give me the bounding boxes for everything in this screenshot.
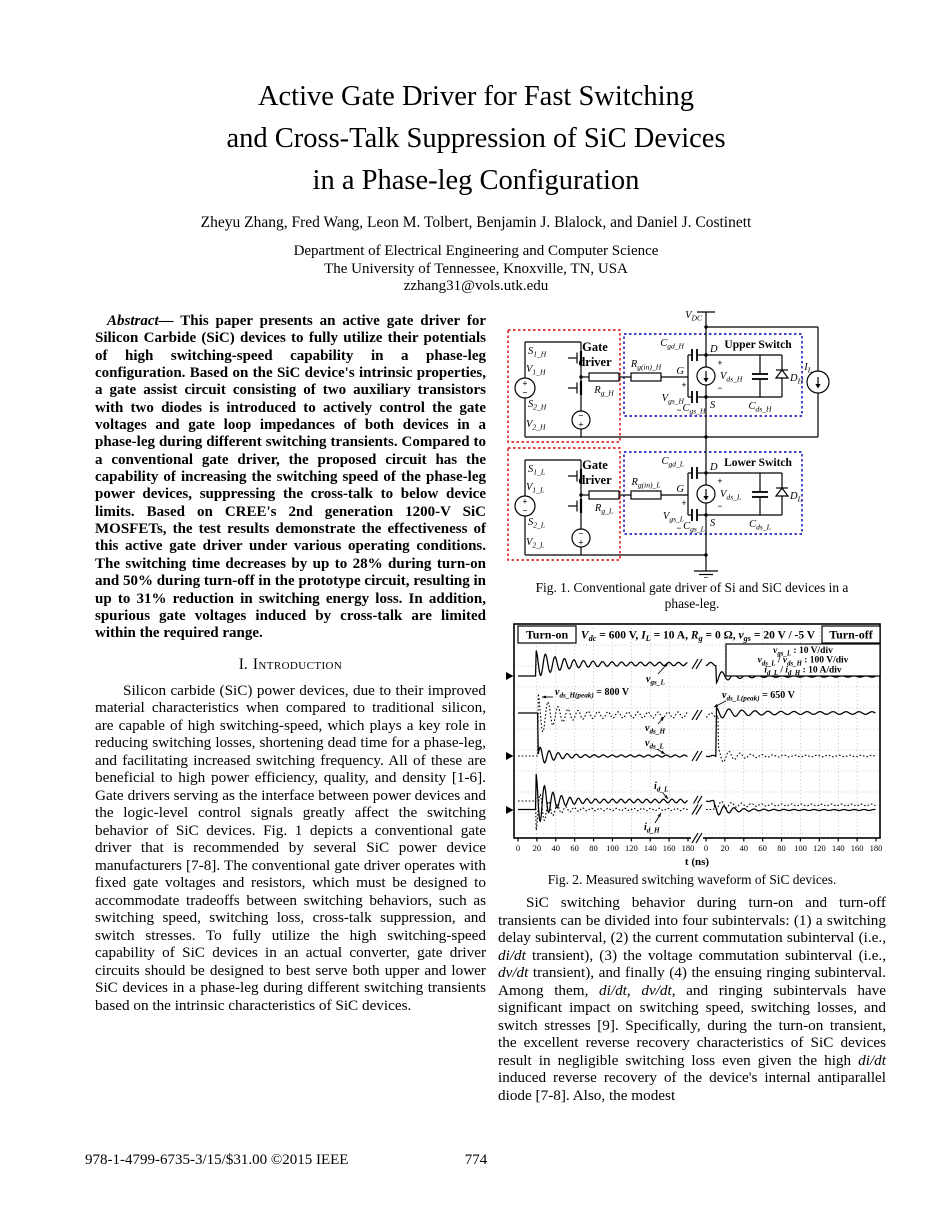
footer-copyright: 978-1-4799-6735-3/15/$31.00 ©2015 IEEE bbox=[85, 1152, 349, 1168]
fig2-x-tick: 80 bbox=[777, 843, 786, 853]
resistor-icon bbox=[589, 491, 619, 499]
fig2-conditions-label: $V_{dc} = 600$ V, $I_L = 10$ A, $R_g = 0$ Ω, $v_{gs} = 20$ V / -5 V bbox=[580, 629, 816, 644]
fig2-idl-label: $i_{d\_L}$ bbox=[654, 781, 669, 794]
affiliation-block bbox=[0, 243, 952, 296]
trace-id-l bbox=[518, 774, 687, 821]
right-column bbox=[498, 308, 886, 1104]
fig2-x-tick: 120 bbox=[624, 843, 638, 853]
fig2-turn-on-label: Turn-on bbox=[525, 627, 569, 642]
fig2-x-tick: 120 bbox=[812, 843, 826, 853]
fig2-x-tick: 100 bbox=[794, 843, 807, 853]
baseline-marker-icon bbox=[506, 672, 514, 680]
fig1-label-plus: + bbox=[681, 380, 687, 390]
fig2-vdsl-peak: $v_{ds\_L(peak)} = 650$ V bbox=[722, 690, 795, 703]
fig1-label-v2h: $V_{2\_H}$ bbox=[526, 419, 546, 432]
fig1-label-s2h: $S_{2\_H}$ bbox=[528, 399, 547, 412]
fig1-label-v2l: $V_{2\_L}$ bbox=[526, 537, 545, 550]
fig1-label-rginl: $R_{g(in)\_L}$ bbox=[631, 477, 661, 490]
fig1-label-s1l: $S_{1\_L}$ bbox=[528, 464, 545, 477]
figure-2 bbox=[498, 618, 886, 870]
fig1-label-dl: $D_L$ bbox=[790, 491, 802, 504]
fig1-label-minus: − bbox=[717, 383, 723, 393]
fig1-label-gate_driver_line2: driver bbox=[578, 355, 612, 369]
fig2-x-tick: 20 bbox=[720, 843, 730, 853]
fig1-label-cgsl: $C_{gs\_L}$ bbox=[683, 521, 705, 534]
fig2-x-tick: 20 bbox=[532, 843, 542, 853]
abstract-paragraph bbox=[95, 313, 486, 643]
fig2-vdsh-peak: $v_{ds\_H(peak)} = 800$ V bbox=[555, 687, 630, 700]
fig2-waveform-svg bbox=[498, 618, 886, 870]
resistor-icon bbox=[589, 373, 619, 381]
fig1-label-minus: − bbox=[717, 501, 723, 511]
fig1-label-plus: + bbox=[681, 498, 687, 508]
fig2-legend-line-1: $v_{ds\_L} / v_{ds\_H}$ : 100 V/div bbox=[757, 655, 849, 668]
discussion-paragraph: SiC switching behavior during turn-on and turn-off transients can be divided into four subintervals: (1) a switching delay subinterval, (2) the current commutation subinterval (i.e., di/dt transient), (3) the voltage commutation subinterval (i.e., dv/dt transient), and finally (4) the ensuing ringing subinterval. Among them, di/dt, dv/dt, and ringing subintervals have significant impact on switching speed, switching losses, and switch stresses [9]. Specifically, during the turn-on transient, the excellent reverse recovery characteristics of SiC devices result in negligible switching loss even given the high di/dt induced reverse recovery of the device's internal antiparallel diode [7-8]. Also, the modest bbox=[498, 894, 886, 1104]
fig1-label-cgsh: $C_{gs\_H}$ bbox=[682, 403, 706, 416]
fig2-x-tick: 100 bbox=[606, 843, 619, 853]
source-sign: + bbox=[578, 419, 584, 430]
fig1-label-v1l: $V_{1\_L}$ bbox=[526, 482, 545, 495]
fig2-x-tick: 0 bbox=[703, 843, 709, 853]
left-column bbox=[95, 313, 486, 1014]
source-sign: + bbox=[578, 537, 584, 548]
fig2-legend-line-0: $v_{gs\_L}$ : 10 V/div bbox=[773, 646, 833, 658]
trace-vds-h bbox=[706, 713, 875, 762]
fig2-x-axis-label: t (ns) bbox=[684, 856, 710, 868]
fig2-x-tick: 80 bbox=[589, 843, 598, 853]
fig1-label-drain: D bbox=[710, 462, 718, 473]
fig2-x-tick: 0 bbox=[515, 843, 521, 853]
fig2-x-tick: 40 bbox=[739, 843, 749, 853]
fig1-label-gate_driver_line1: Gate bbox=[582, 340, 608, 354]
diode-icon bbox=[776, 488, 788, 496]
fig2-x-tick: 180 bbox=[681, 843, 695, 853]
fig1-label-minus: − bbox=[676, 523, 682, 533]
title-line-3: in a Phase-leg Configuration bbox=[312, 165, 640, 196]
fig2-vdsl-label: $v_{ds\_L}$ bbox=[645, 738, 664, 751]
author-email: zzhang31@vols.utk.edu bbox=[403, 278, 549, 294]
intro-paragraph: Silicon carbide (SiC) power devices, due to their improved material characteristics when compared to traditional silicon, are capable of high switching-speed, which plays a key role in reducing switching losses, shortening dead time for a phase-leg, and facilitating increased switching frequency. All of these are beneficial to high power efficiency, quality, and density [1-6]. Gate drivers serving as the interface between power devices and the logic-level control signals greatly affect the switching behavior of SiC devices. Fig. 1 depicts a conventional gate driver that is recommended by several SiC power device manufacturers [7-8]. The conventional gate driver operates with fixed gate voltages and resistors, which must be designed to accommodate tradeoffs between switching behaviors, such as switching speed, switching loss, cross-talk suppression, and switch stresses. To fully utilize the high switching-speed capability of SiC devices in an actual converter, gate driver circuits should be designed to best serve both upper and lower SiC devices in a phase-leg during different switching transients based on the intrinsic characteristics of SiC devices. bbox=[95, 681, 486, 1014]
source-sign: + bbox=[522, 496, 528, 507]
fig2-turn-off-label: Turn-off bbox=[829, 627, 873, 642]
fig2-x-tick: 160 bbox=[662, 843, 676, 853]
fig1-label-il: $I_L$ bbox=[804, 362, 812, 375]
fig1-label-cdsl: $C_{ds\_L}$ bbox=[749, 519, 771, 532]
figure-1-caption: Fig. 1. Conventional gate driver of Si and SiC devices in a phase-leg. bbox=[535, 580, 849, 611]
fig1-label-dh: $D_H$ bbox=[790, 373, 804, 386]
abstract-label: Abstract— bbox=[107, 313, 174, 329]
fig1-label-s2l: $S_{2\_L}$ bbox=[528, 517, 545, 530]
fig1-label-vdsl: $V_{ds\_L}$ bbox=[720, 489, 742, 502]
fig1-label-plus: + bbox=[717, 476, 723, 486]
fig2-x-tick: 140 bbox=[643, 843, 657, 853]
diode-icon bbox=[776, 370, 788, 378]
footer-page-number: 774 bbox=[464, 1152, 488, 1168]
figure-1 bbox=[498, 308, 886, 578]
fig1-label-drain: D bbox=[710, 344, 718, 355]
fig2-idh-label: $i_{d\_H}$ bbox=[644, 822, 660, 835]
title-line-2: and Cross-Talk Suppression of SiC Devices bbox=[226, 123, 726, 154]
affiliation-line-2: The University of Tennessee, Knoxville, TN, USA bbox=[324, 260, 628, 277]
source-sign: − bbox=[578, 528, 584, 539]
fig2-x-tick: 60 bbox=[758, 843, 767, 853]
source-sign: + bbox=[522, 378, 528, 389]
intro-heading bbox=[95, 656, 486, 674]
fig1-label-rginh: $R_{g(in)\_H}$ bbox=[630, 359, 662, 372]
fig1-label-lower_switch: Lower Switch bbox=[724, 457, 792, 469]
source-sign: − bbox=[522, 387, 528, 398]
resistor-icon bbox=[631, 373, 661, 381]
source-sign: − bbox=[522, 505, 528, 516]
fig2-x-tick: 60 bbox=[570, 843, 579, 853]
fig1-circuit-svg bbox=[498, 308, 886, 578]
title-line-1: Active Gate Driver for Fast Switching bbox=[257, 81, 695, 112]
fig1-label-gate: G bbox=[676, 484, 684, 495]
trace-vds-l bbox=[706, 708, 875, 757]
fig1-label-vgsl: $V_{gs\_L}$ bbox=[662, 511, 684, 524]
fig1-label-vdsh: $V_{ds\_H}$ bbox=[720, 371, 743, 384]
fig1-label-cdsh: $C_{ds\_H}$ bbox=[748, 401, 772, 414]
fig2-x-tick: 40 bbox=[551, 843, 561, 853]
fig1-label-v1h: $V_{1\_H}$ bbox=[526, 364, 546, 377]
trace-vgs-l bbox=[518, 651, 687, 676]
fig1-label-gate_driver_line1: Gate bbox=[582, 458, 608, 472]
fig1-label-minus: − bbox=[676, 405, 682, 415]
fig1-label-source: S bbox=[710, 518, 716, 529]
fig1-label-vdc: $V_{DC}$ bbox=[685, 310, 702, 323]
fig2-x-tick: 140 bbox=[831, 843, 845, 853]
abstract-text: This paper presents an active gate driver for Silicon Carbide (SiC) devices to fully utilize their potentials of high switching-speed capability in a phase-leg configuration. Based on the SiC device's intrinsic properties, a gate assist circuit consisting of two auxiliary transistors with two diodes is introduced to actively control the gate voltages and gate loop impedances of both devices in a phase-leg during different switching transients. Compared to a conventional gate driver, the proposed circuit has the capability of increasing the switching speed of the phase-leg power devices, suppressing the cross-talk to below device limits. Based on CREE's 2nd generation 1200-V SiC MOSFETs, the test results demonstrate the effectiveness of this active gate driver under various operating conditions. The switching time decreases by up to 28% during turn-on and 50% during turn-off in the prototype circuit, resulting in up to 31% reduction in switching energy loss. In addition, spurious gate voltages induced by cross-talk are limited within the required range. bbox=[95, 313, 486, 642]
fig1-label-vgsh: $V_{gs\_H}$ bbox=[661, 393, 684, 406]
trace-vds-l bbox=[518, 713, 687, 763]
fig1-label-upper_switch: Upper Switch bbox=[724, 339, 792, 351]
section-title: Introduction bbox=[252, 655, 343, 673]
resistor-icon bbox=[631, 491, 661, 499]
fig2-x-tick: 180 bbox=[869, 843, 883, 853]
fig2-vdsh-label: $v_{ds\_H}$ bbox=[645, 723, 666, 736]
fig1-label-plus: + bbox=[717, 358, 723, 368]
trace-id-h bbox=[706, 801, 875, 809]
fig1-label-s1h: $S_{1\_H}$ bbox=[528, 346, 547, 359]
author-line: Zheyu Zhang, Fred Wang, Leon M. Tolbert, Benjamin J. Blalock, and Daniel J. Costinett bbox=[200, 214, 752, 231]
fig1-label-source: S bbox=[710, 400, 716, 411]
fig1-label-gate: G bbox=[676, 366, 684, 377]
fig1-label-cgdl: $C_{gd\_L}$ bbox=[661, 456, 684, 469]
fig2-vgs-label: $v_{gs\_L}$ bbox=[646, 674, 665, 687]
figure-2-caption: Fig. 2. Measured switching waveform of SiC devices. bbox=[547, 872, 837, 887]
source-sign: − bbox=[578, 410, 584, 421]
fig1-label-rgh: $R_{g\_H}$ bbox=[594, 385, 614, 398]
section-number: I. bbox=[238, 655, 248, 673]
paper-title bbox=[0, 76, 952, 202]
fig1-label-gate_driver_line2: driver bbox=[578, 473, 612, 487]
fig1-label-rgl: $R_{g\_L}$ bbox=[594, 503, 614, 516]
fig2-legend-line-2: $i_{d\_L} / i_{d\_H}$ : 10 A/div bbox=[764, 665, 842, 677]
baseline-marker-icon bbox=[506, 806, 514, 814]
affiliation-line-1: Department of Electrical Engineering and Computer Science bbox=[293, 243, 659, 259]
fig1-label-cgdh: $C_{gd\_H}$ bbox=[660, 338, 684, 351]
baseline-marker-icon bbox=[506, 752, 514, 760]
fig2-x-tick: 160 bbox=[850, 843, 864, 853]
